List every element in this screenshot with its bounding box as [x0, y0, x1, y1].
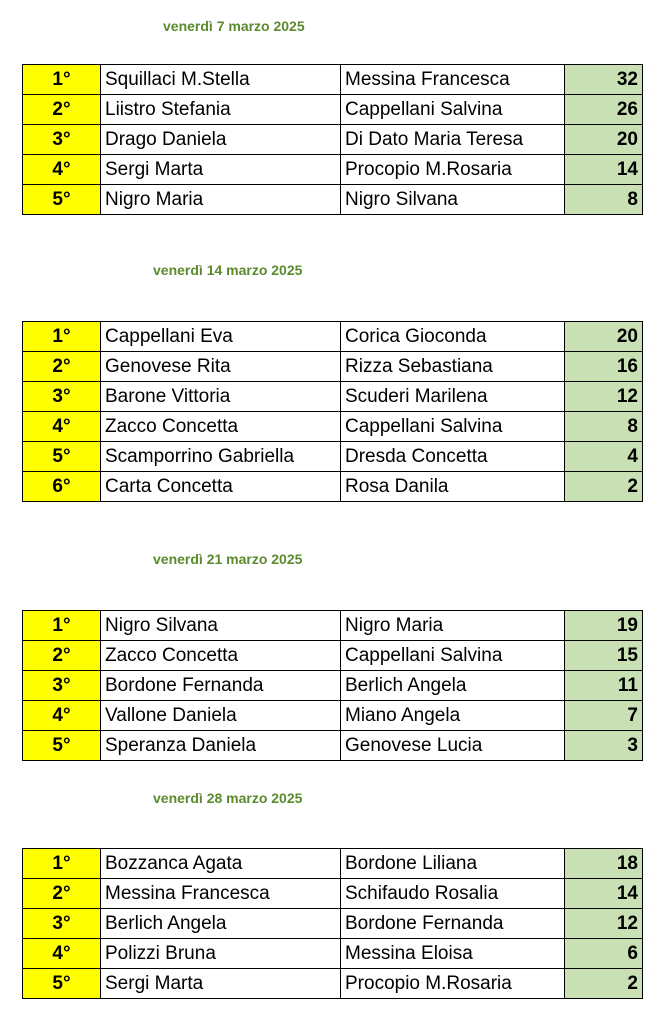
position-cell: 3°	[23, 382, 101, 412]
position-cell: 2°	[23, 641, 101, 671]
results-table	[22, 321, 643, 502]
points-cell: 3	[565, 731, 643, 761]
player2-cell: Rosa Danila	[341, 472, 565, 502]
position-cell: 2°	[23, 352, 101, 382]
table-row	[23, 731, 643, 761]
position-cell: 4°	[23, 701, 101, 731]
points-cell: 12	[565, 382, 643, 412]
player1-cell: Cappellani Eva	[101, 322, 341, 352]
player2-cell: Scuderi Marilena	[341, 382, 565, 412]
player2-cell: Nigro Maria	[341, 611, 565, 641]
tournament-date: venerdì 21 marzo 2025	[153, 551, 303, 567]
player1-cell: Vallone Daniela	[101, 701, 341, 731]
player1-cell: Polizzi Bruna	[101, 939, 341, 969]
tournament-date: venerdì 28 marzo 2025	[153, 790, 303, 806]
table-row	[23, 155, 643, 185]
tournament-date: venerdì 14 marzo 2025	[153, 262, 303, 278]
table-row	[23, 671, 643, 701]
player2-cell: Schifaudo Rosalia	[341, 879, 565, 909]
position-cell: 4°	[23, 412, 101, 442]
points-cell: 19	[565, 611, 643, 641]
table-row	[23, 185, 643, 215]
points-cell: 14	[565, 879, 643, 909]
points-cell: 20	[565, 125, 643, 155]
points-cell: 11	[565, 671, 643, 701]
player2-cell: Genovese Lucia	[341, 731, 565, 761]
results-table	[22, 610, 643, 761]
player1-cell: Barone Vittoria	[101, 382, 341, 412]
player1-cell: Drago Daniela	[101, 125, 341, 155]
points-cell: 8	[565, 412, 643, 442]
player1-cell: Sergi Marta	[101, 155, 341, 185]
player2-cell: Messina Francesca	[341, 65, 565, 95]
table-row	[23, 382, 643, 412]
table-row	[23, 849, 643, 879]
table-row	[23, 641, 643, 671]
position-cell: 3°	[23, 909, 101, 939]
points-cell: 4	[565, 442, 643, 472]
position-cell: 4°	[23, 155, 101, 185]
player2-cell: Di Dato Maria Teresa	[341, 125, 565, 155]
position-cell: 3°	[23, 671, 101, 701]
player2-cell: Miano Angela	[341, 701, 565, 731]
table-row	[23, 879, 643, 909]
position-cell: 1°	[23, 849, 101, 879]
position-cell: 5°	[23, 442, 101, 472]
player2-cell: Cappellani Salvina	[341, 641, 565, 671]
player1-cell: Zacco Concetta	[101, 412, 341, 442]
player1-cell: Genovese Rita	[101, 352, 341, 382]
table-row	[23, 611, 643, 641]
position-cell: 5°	[23, 185, 101, 215]
table-row	[23, 65, 643, 95]
position-cell: 5°	[23, 969, 101, 999]
player2-cell: Berlich Angela	[341, 671, 565, 701]
player1-cell: Zacco Concetta	[101, 641, 341, 671]
player1-cell: Speranza Daniela	[101, 731, 341, 761]
results-table	[22, 848, 643, 999]
points-cell: 26	[565, 95, 643, 125]
position-cell: 1°	[23, 611, 101, 641]
points-cell: 2	[565, 472, 643, 502]
points-cell: 15	[565, 641, 643, 671]
table-row	[23, 125, 643, 155]
position-cell: 1°	[23, 65, 101, 95]
points-cell: 14	[565, 155, 643, 185]
position-cell: 6°	[23, 472, 101, 502]
player1-cell: Nigro Maria	[101, 185, 341, 215]
table-row	[23, 969, 643, 999]
points-cell: 32	[565, 65, 643, 95]
player1-cell: Sergi Marta	[101, 969, 341, 999]
points-cell: 2	[565, 969, 643, 999]
player1-cell: Bordone Fernanda	[101, 671, 341, 701]
player1-cell: Bozzanca Agata	[101, 849, 341, 879]
points-cell: 8	[565, 185, 643, 215]
position-cell: 3°	[23, 125, 101, 155]
points-cell: 18	[565, 849, 643, 879]
table-row	[23, 701, 643, 731]
player2-cell: Bordone Fernanda	[341, 909, 565, 939]
table-row	[23, 322, 643, 352]
player2-cell: Rizza Sebastiana	[341, 352, 565, 382]
player2-cell: Dresda Concetta	[341, 442, 565, 472]
player2-cell: Procopio M.Rosaria	[341, 969, 565, 999]
player1-cell: Nigro Silvana	[101, 611, 341, 641]
player1-cell: Messina Francesca	[101, 879, 341, 909]
position-cell: 2°	[23, 95, 101, 125]
player2-cell: Cappellani Salvina	[341, 95, 565, 125]
table-row	[23, 95, 643, 125]
points-cell: 7	[565, 701, 643, 731]
position-cell: 2°	[23, 879, 101, 909]
player1-cell: Berlich Angela	[101, 909, 341, 939]
player2-cell: Procopio M.Rosaria	[341, 155, 565, 185]
table-row	[23, 939, 643, 969]
points-cell: 6	[565, 939, 643, 969]
player2-cell: Bordone Liliana	[341, 849, 565, 879]
table-row	[23, 909, 643, 939]
tournament-date: venerdì 7 marzo 2025	[163, 18, 305, 34]
table-row	[23, 472, 643, 502]
table-row	[23, 412, 643, 442]
player2-cell: Corica Gioconda	[341, 322, 565, 352]
player1-cell: Liistro Stefania	[101, 95, 341, 125]
player1-cell: Carta Concetta	[101, 472, 341, 502]
points-cell: 16	[565, 352, 643, 382]
position-cell: 1°	[23, 322, 101, 352]
table-row	[23, 352, 643, 382]
results-table	[22, 64, 643, 215]
table-row	[23, 442, 643, 472]
player2-cell: Cappellani Salvina	[341, 412, 565, 442]
points-cell: 12	[565, 909, 643, 939]
position-cell: 4°	[23, 939, 101, 969]
player2-cell: Nigro Silvana	[341, 185, 565, 215]
player2-cell: Messina Eloisa	[341, 939, 565, 969]
player1-cell: Squillaci M.Stella	[101, 65, 341, 95]
position-cell: 5°	[23, 731, 101, 761]
points-cell: 20	[565, 322, 643, 352]
player1-cell: Scamporrino Gabriella	[101, 442, 341, 472]
